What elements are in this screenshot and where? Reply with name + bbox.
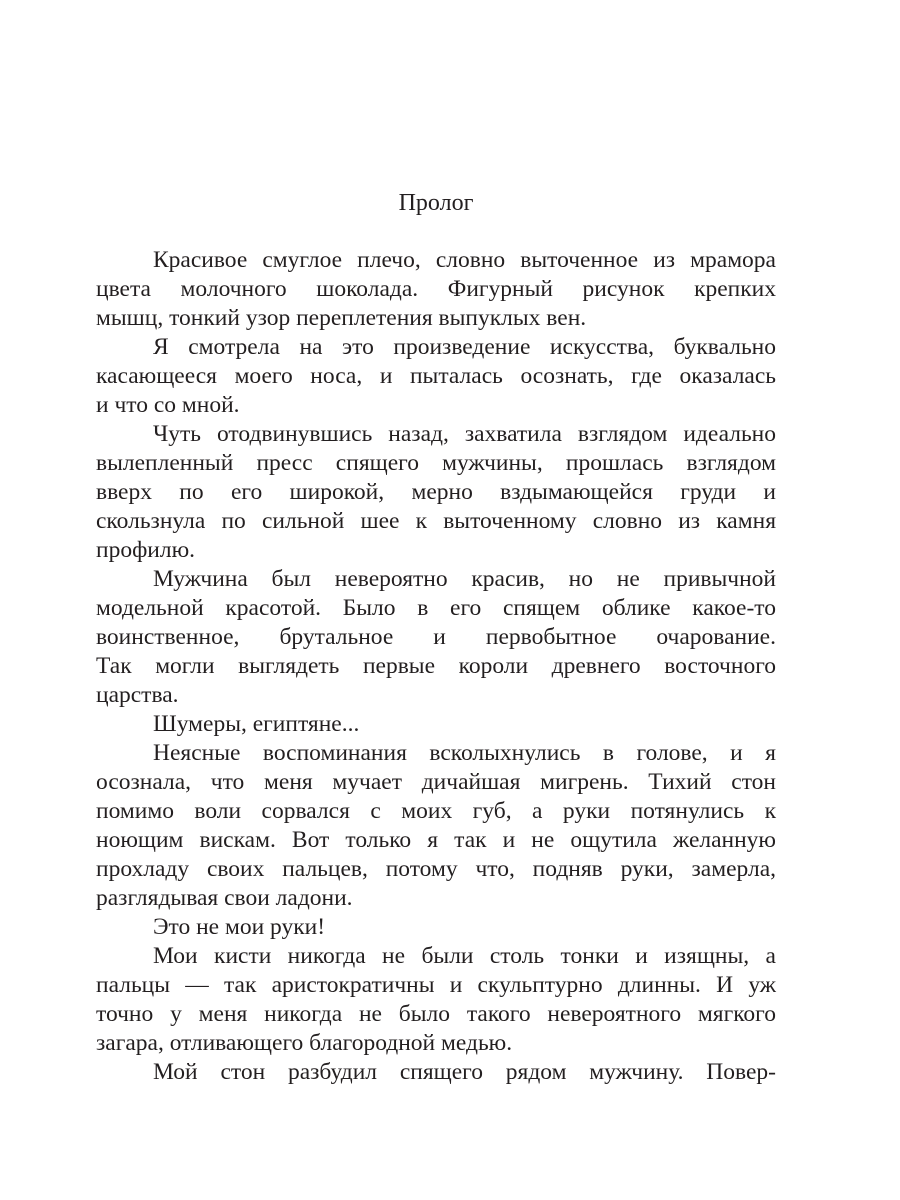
- chapter-title: Пролог: [398, 190, 474, 216]
- text-line: Неясные воспоминания всколыхнулись в голове, и я: [153, 740, 776, 766]
- text-line: Так могли выглядеть первые короли древнего восточного: [96, 653, 776, 679]
- text-line: Мой стон разбудил спящего рядом мужчину. Повер-: [153, 1059, 776, 1085]
- text-line: скользнула по сильной шее к выточенному словно из камня: [96, 508, 776, 534]
- text-line: вверх по его широкой, мерно вздымающейся груди и: [96, 479, 776, 505]
- book-page: [96, 0, 776, 1200]
- text-line: Красивое смуглое плечо, словно выточенное из мрамора: [153, 247, 776, 273]
- text-line: царства.: [96, 682, 179, 708]
- text-line: вылепленный пресс спящего мужчины, прошлась взглядом: [96, 450, 776, 476]
- text-line: Мужчина был невероятно красив, но не привычной: [153, 566, 776, 592]
- text-line: пальцы — так аристократичны и скульптурно длинны. И уж: [96, 972, 776, 998]
- text-line: осознала, что меня мучает дичайшая мигрень. Тихий стон: [96, 769, 776, 795]
- text-line: прохладу своих пальцев, потому что, подняв руки, замерла,: [96, 856, 776, 882]
- text-line: мышц, тонкий узор переплетения выпуклых вен.: [96, 305, 587, 331]
- text-line: и что со мной.: [96, 392, 240, 418]
- text-line: Чуть отодвинувшись назад, захватила взглядом идеально: [153, 421, 776, 447]
- text-line: Я смотрела на это произведение искусства, буквально: [153, 334, 776, 360]
- text-line: воинственное, брутальное и первобытное очарование.: [96, 624, 776, 650]
- text-line: ноющим вискам. Вот только я так и не ощутила желанную: [96, 827, 776, 853]
- body-text: [96, 246, 776, 1087]
- text-line: касающееся моего носа, и пыталась осознать, где оказалась: [96, 363, 776, 389]
- text-line: разглядывая свои ладони.: [96, 885, 353, 911]
- text-line: загара, отливающего благородной медью.: [96, 1030, 513, 1056]
- text-line: профилю.: [96, 537, 196, 563]
- text-line: Мои кисти никогда не были столь тонки и изящны, а: [153, 943, 776, 969]
- text-line: помимо воли сорвался с моих губ, а руки потянулись к: [96, 798, 776, 824]
- text-line: точно у меня никогда не было такого невероятного мягкого: [96, 1001, 776, 1027]
- text-line: Шумеры, египтяне...: [153, 711, 360, 737]
- text-line: цвета молочного шоколада. Фигурный рисунок крепких: [96, 276, 776, 302]
- text-line: модельной красотой. Было в его спящем облике какое-то: [96, 595, 776, 621]
- text-line: Это не мои руки!: [153, 914, 326, 940]
